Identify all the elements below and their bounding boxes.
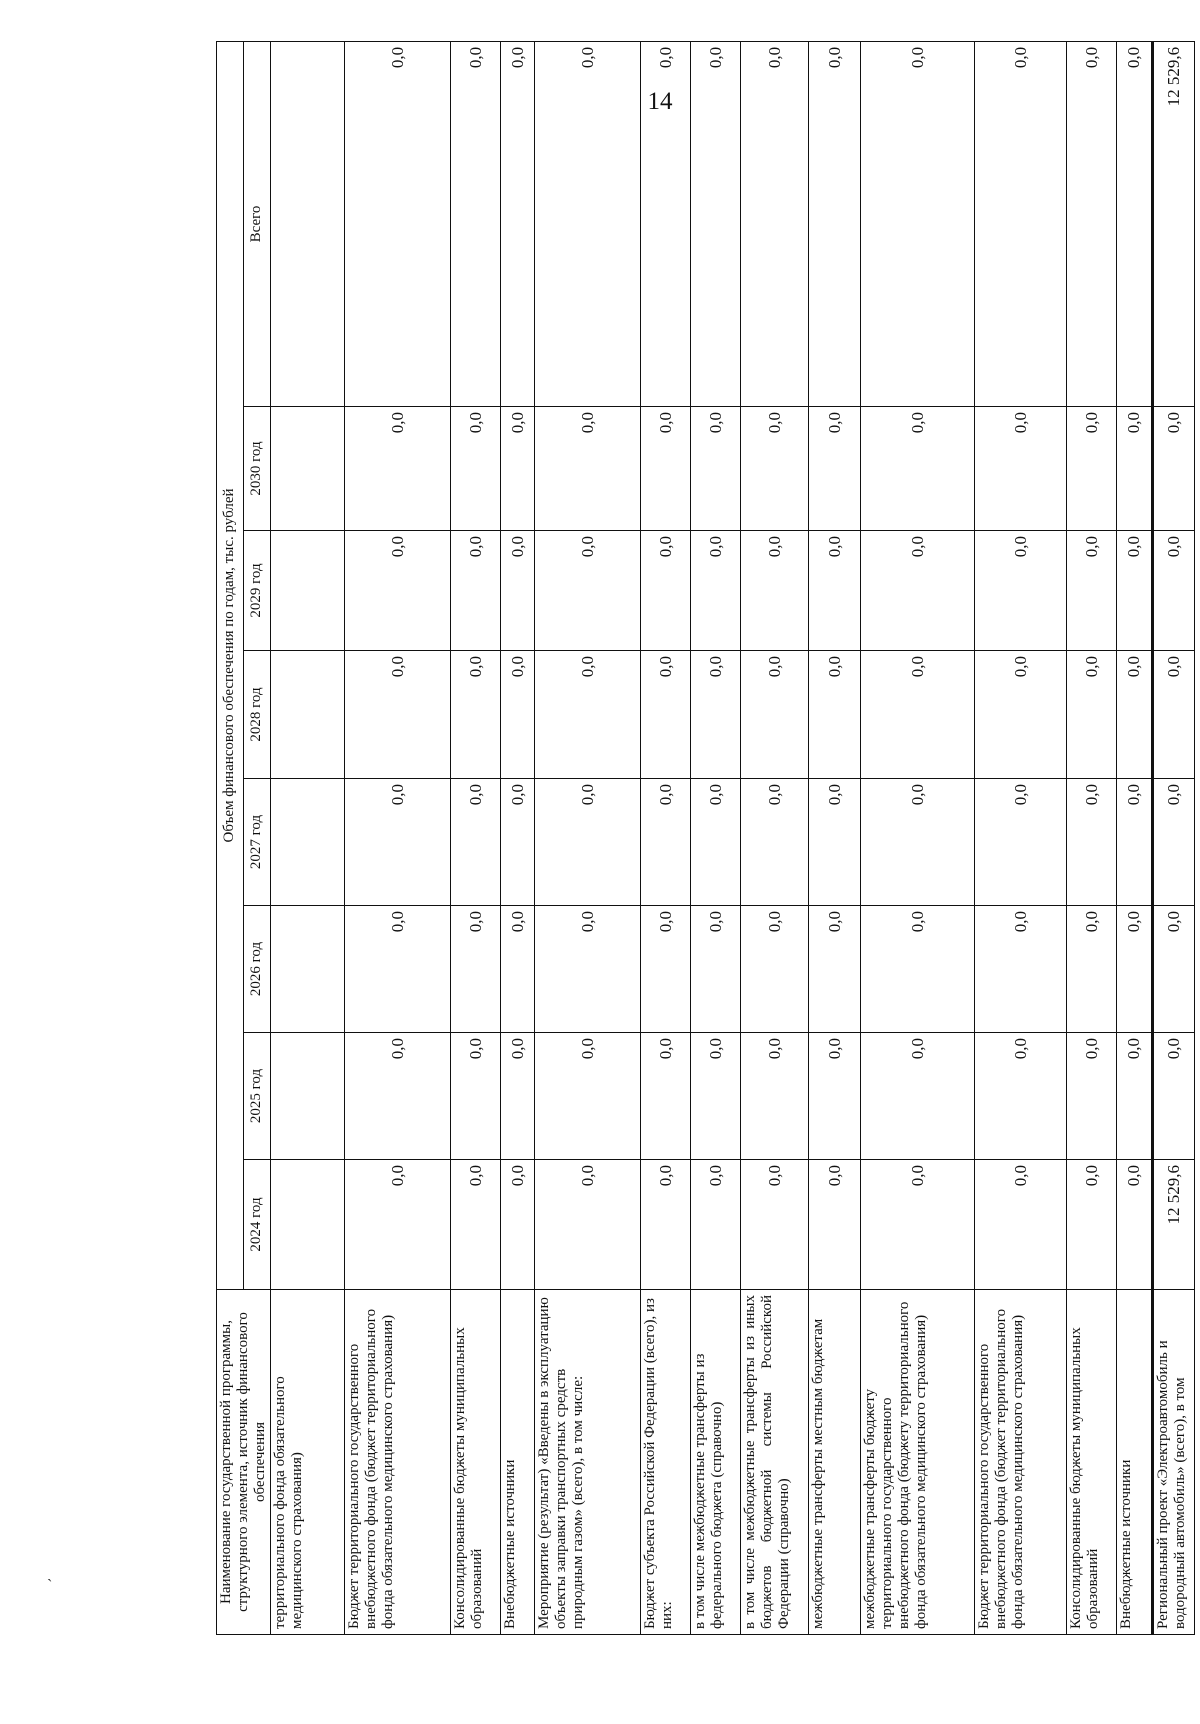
row-name-cell: Бюджет территориального государственного внебюджетного фонда (бюджет территориального фонда обязательного медицинского страхования) [974,1290,1066,1635]
header-volume-caption: Объем финансового обеспечения по годам, тыс. рублей [217,41,244,1289]
row-value-cell: 0,0 [450,906,500,1033]
row-total-cell: 0,0 [450,41,500,406]
row-value-cell: 0,0 [450,531,500,651]
row-value-cell: 0,0 [344,407,450,531]
page-number: 14 [647,88,673,115]
row-value-cell [270,407,344,531]
row-value-cell: 0,0 [740,1033,808,1160]
row-total-cell [270,41,344,406]
row-value-cell: 0,0 [500,531,534,651]
row-value-cell: 0,0 [740,531,808,651]
table-row [1116,41,1152,1634]
row-value-cell: 0,0 [974,906,1066,1033]
row-value-cell: 0,0 [500,651,534,779]
row-total-cell: 0,0 [690,41,740,406]
row-value-cell: 0,0 [1116,1033,1152,1160]
header-row-1 [217,41,244,1634]
row-value-cell: 0,0 [740,407,808,531]
row-value-cell: 0,0 [690,779,740,906]
row-value-cell [270,906,344,1033]
row-value-cell [270,531,344,651]
row-value-cell: 0,0 [690,407,740,531]
row-value-cell [270,779,344,906]
row-value-cell: 0,0 [808,906,860,1033]
row-value-cell: 0,0 [1152,407,1194,531]
row-value-cell: 0,0 [1066,1160,1116,1290]
row-value-cell: 0,0 [860,531,974,651]
row-value-cell: 0,0 [974,1160,1066,1290]
row-value-cell: 0,0 [534,651,640,779]
header-total: Всего [243,41,270,406]
row-value-cell: 0,0 [974,651,1066,779]
row-value-cell: 0,0 [974,407,1066,531]
table-row [640,41,690,1634]
table-row [974,41,1066,1634]
row-value-cell: 0,0 [974,779,1066,906]
table-row [534,41,640,1634]
row-value-cell: 0,0 [344,531,450,651]
row-value-cell: 0,0 [640,779,690,906]
row-value-cell: 0,0 [640,407,690,531]
table-row [1066,41,1116,1634]
row-value-cell: 0,0 [1116,407,1152,531]
row-value-cell: 0,0 [500,407,534,531]
row-value-cell: 0,0 [740,1160,808,1290]
row-value-cell: 0,0 [500,906,534,1033]
row-value-cell: 0,0 [534,1033,640,1160]
table-row [690,41,740,1634]
row-total-cell: 0,0 [860,41,974,406]
row-value-cell: 0,0 [640,531,690,651]
row-value-cell: 0,0 [640,1160,690,1290]
row-value-cell [270,1160,344,1290]
row-value-cell: 0,0 [808,651,860,779]
row-value-cell: 0,0 [1066,779,1116,906]
row-value-cell: 0,0 [860,407,974,531]
header-year: 2029 год [243,531,270,651]
row-value-cell: 0,0 [974,531,1066,651]
row-value-cell: 0,0 [450,651,500,779]
row-value-cell: 0,0 [808,1160,860,1290]
row-name-cell: Бюджет территориального государственного внебюджетного фонда (бюджет территориального фонда обязательного медицинского страхования) [344,1290,450,1635]
table-row [270,41,344,1634]
header-year: 2025 год [243,1033,270,1160]
row-value-cell: 0,0 [344,1033,450,1160]
table-row [860,41,974,1634]
row-value-cell: 0,0 [450,779,500,906]
row-value-cell: 0,0 [1152,651,1194,779]
row-value-cell: 0,0 [860,651,974,779]
header-name-column: Наименование государственной программы, структурного элемента, источник финансового обеспечения [217,1290,271,1635]
row-value-cell: 0,0 [1116,779,1152,906]
row-value-cell: 0,0 [450,1033,500,1160]
row-value-cell: 0,0 [740,906,808,1033]
row-total-cell: 0,0 [1066,41,1116,406]
row-name-cell: Бюджет субъекта Российской Федерации (всего), из них: [640,1290,690,1635]
row-name-cell: территориального фонда обязательного медицинского страхования) [270,1290,344,1635]
row-value-cell: 0,0 [860,1160,974,1290]
row-name-cell: Консолидированные бюджеты муниципальных образований [450,1290,500,1635]
row-value-cell: 0,0 [534,906,640,1033]
row-name-cell: Внебюджетные источники [1116,1290,1152,1635]
table-row [344,41,450,1634]
row-total-cell: 0,0 [1116,41,1152,406]
row-name-cell: Мероприятие (результат) «Введены в эксплуатацию объекты заправки транспортных средств природным газом» (всего), в том числе: [534,1290,640,1635]
row-name-cell: Внебюджетные источники [500,1290,534,1635]
header-year: 2030 год [243,407,270,531]
row-value-cell: 0,0 [1152,906,1194,1033]
row-value-cell: 0,0 [1152,779,1194,906]
row-value-cell: 0,0 [1116,1160,1152,1290]
row-value-cell: 12 529,6 [1152,1160,1194,1290]
row-value-cell: 0,0 [534,1160,640,1290]
row-name-cell: межбюджетные трансферты местным бюджетам [808,1290,860,1635]
row-value-cell: 0,0 [1116,651,1152,779]
stray-mark: ` [47,1577,53,1594]
row-value-cell: 0,0 [1066,906,1116,1033]
row-value-cell: 0,0 [1152,531,1194,651]
row-value-cell: 0,0 [534,531,640,651]
row-value-cell: 0,0 [808,1033,860,1160]
row-value-cell: 0,0 [534,779,640,906]
row-total-cell: 12 529,6 [1152,41,1194,406]
row-total-cell: 0,0 [974,41,1066,406]
row-value-cell: 0,0 [500,1160,534,1290]
row-total-cell: 0,0 [640,41,690,406]
row-value-cell: 0,0 [344,779,450,906]
row-value-cell: 0,0 [690,531,740,651]
row-value-cell: 0,0 [1116,906,1152,1033]
row-value-cell: 0,0 [808,531,860,651]
row-value-cell: 0,0 [1066,531,1116,651]
row-name-cell: в том числе межбюджетные трансферты из иных бюджетов бюджетной системы Российской Федерации (справочно) [740,1290,808,1635]
row-total-cell: 0,0 [344,41,450,406]
row-value-cell: 0,0 [534,407,640,531]
row-value-cell: 0,0 [690,906,740,1033]
row-value-cell: 0,0 [690,1160,740,1290]
row-value-cell: 0,0 [808,407,860,531]
row-value-cell: 0,0 [450,1160,500,1290]
financing-table [216,41,1195,1635]
row-value-cell: 0,0 [860,906,974,1033]
row-value-cell: 0,0 [690,1033,740,1160]
row-name-cell: межбюджетные трансферты бюджету территориального государственного внебюджетного фонда (бюджету территориального фонда обязательного медицинского страхования) [860,1290,974,1635]
row-value-cell: 0,0 [640,1033,690,1160]
row-value-cell: 0,0 [690,651,740,779]
row-value-cell: 0,0 [344,906,450,1033]
header-year: 2028 год [243,651,270,779]
row-value-cell: 0,0 [808,779,860,906]
row-total-cell: 0,0 [534,41,640,406]
row-value-cell: 0,0 [1066,651,1116,779]
table-row [808,41,860,1634]
row-value-cell [270,1033,344,1160]
header-year: 2027 год [243,779,270,906]
table-row [500,41,534,1634]
row-name-cell: Консолидированные бюджеты муниципальных образований [1066,1290,1116,1635]
header-year: 2026 год [243,906,270,1033]
row-name-cell: в том числе межбюджетные трансферты из федерального бюджета (справочно) [690,1290,740,1635]
row-value-cell: 0,0 [740,651,808,779]
table-row [1152,41,1194,1634]
row-value-cell: 0,0 [344,651,450,779]
row-value-cell: 0,0 [1116,531,1152,651]
row-value-cell: 0,0 [740,779,808,906]
row-value-cell: 0,0 [450,407,500,531]
row-value-cell: 0,0 [500,1033,534,1160]
row-value-cell: 0,0 [500,779,534,906]
row-value-cell: 0,0 [640,651,690,779]
row-value-cell: 0,0 [860,1033,974,1160]
row-total-cell: 0,0 [500,41,534,406]
table-row [450,41,500,1634]
row-value-cell: 0,0 [344,1160,450,1290]
row-value-cell [270,651,344,779]
row-total-cell: 0,0 [740,41,808,406]
row-value-cell: 0,0 [974,1033,1066,1160]
row-value-cell: 0,0 [640,906,690,1033]
row-value-cell: 0,0 [1066,1033,1116,1160]
table-row [740,41,808,1634]
header-year: 2024 год [243,1160,270,1290]
row-value-cell: 0,0 [1152,1033,1194,1160]
row-value-cell: 0,0 [1066,407,1116,531]
row-value-cell: 0,0 [860,779,974,906]
row-total-cell: 0,0 [808,41,860,406]
row-name-cell: Региональный проект «Электроавтомобиль и водородный автомобиль» (всего), в том [1152,1290,1194,1635]
